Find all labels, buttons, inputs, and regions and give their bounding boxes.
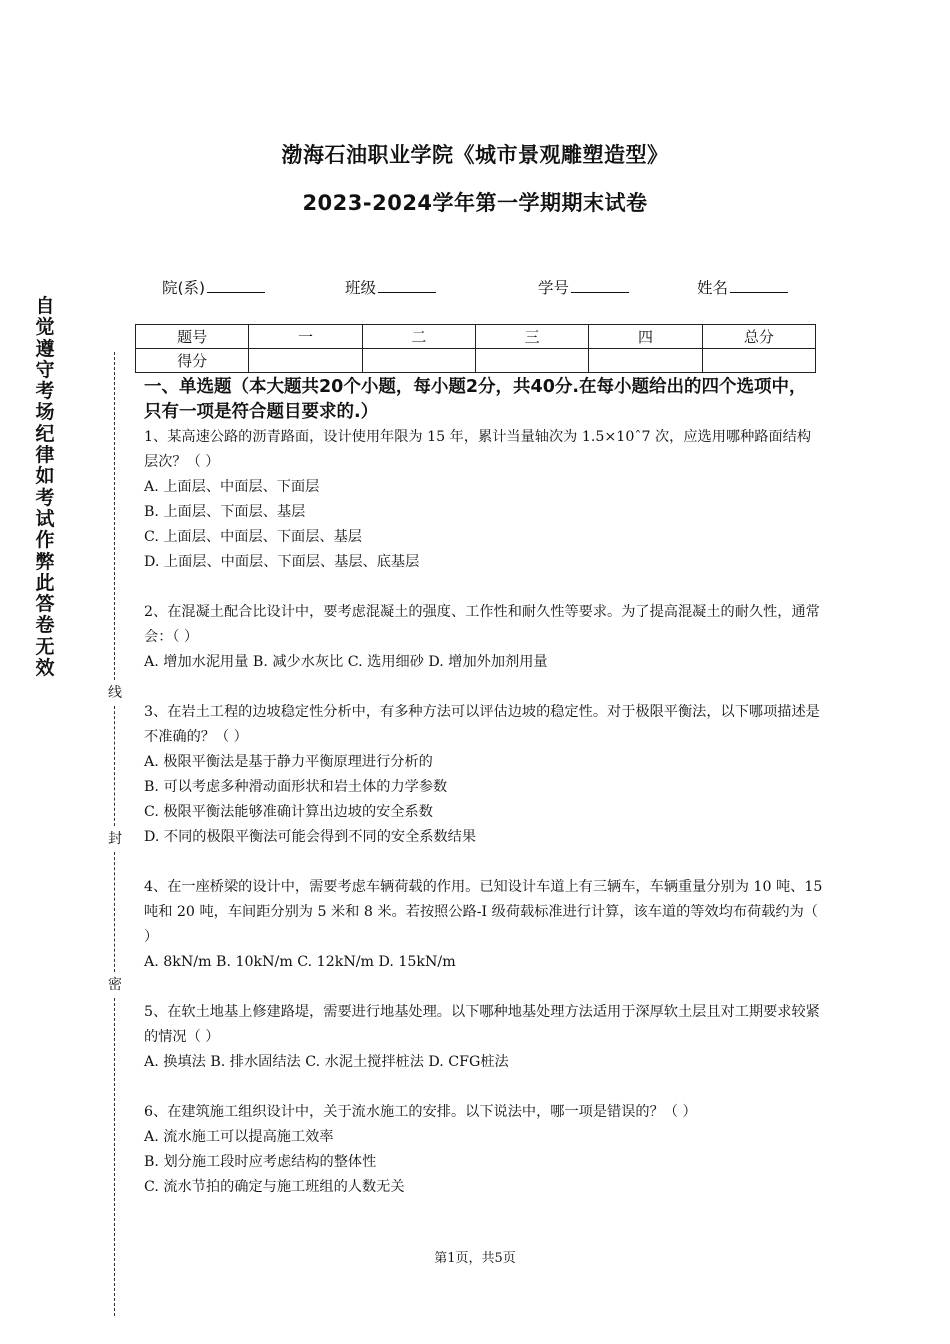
question-option: C. 上面层、中面层、下面层、基层 bbox=[144, 529, 362, 545]
question-option: A. 增加水泥用量 B. 减少水灰比 C. 选用细砂 D. 增加外加剂用量 bbox=[144, 654, 548, 670]
info-blank bbox=[378, 278, 436, 293]
score-table bbox=[135, 324, 816, 373]
info-field-department bbox=[162, 276, 265, 298]
score-cell-blank bbox=[702, 349, 815, 373]
binding-dashed-line bbox=[114, 706, 115, 826]
question-list bbox=[144, 425, 824, 1225]
info-label-class: 班级 bbox=[345, 279, 377, 297]
question-stem: 6、在建筑施工组织设计中，关于流水施工的安排。以下说法中，哪一项是错误的？（ ） bbox=[144, 1104, 697, 1120]
score-cell-blank bbox=[362, 349, 475, 373]
question-4 bbox=[144, 875, 824, 975]
score-table-cell: 总分 bbox=[702, 325, 815, 349]
question-option: D. 不同的极限平衡法可能会得到不同的安全系数结果 bbox=[144, 829, 477, 845]
question-option: B. 划分施工段时应考虑结构的整体性 bbox=[144, 1154, 377, 1170]
score-table-cell: 一 bbox=[249, 325, 362, 349]
info-label-student-id: 学号 bbox=[538, 279, 570, 297]
score-cell-blank bbox=[589, 349, 702, 373]
score-table-cell: 二 bbox=[362, 325, 475, 349]
question-3 bbox=[144, 700, 824, 850]
score-table-cell: 题号 bbox=[136, 325, 249, 349]
info-blank bbox=[571, 278, 629, 293]
question-option: A. 极限平衡法是基于静力平衡原理进行分析的 bbox=[144, 754, 433, 770]
question-5 bbox=[144, 1000, 824, 1075]
question-option: B. 上面层、下面层、基层 bbox=[144, 504, 306, 520]
section-heading: 一、单选题（本大题共20个小题，每小题2分，共40分.在每小题给出的四个选项中，只有一项是符合题目要求的.） bbox=[144, 377, 807, 422]
info-blank bbox=[207, 278, 265, 293]
question-stem: 5、在软土地基上修建路堤，需要进行地基处理。以下哪种地基处理方法适用于深厚软土层且对工期要求较紧的情况（ ） bbox=[144, 1004, 820, 1045]
seal-mark-seal: 封 bbox=[107, 828, 123, 848]
page-number: 第1页，共5页 bbox=[434, 1251, 516, 1266]
info-label-department: 院(系) bbox=[162, 279, 206, 297]
question-option: B. 可以考虑多种滑动面形状和岩土体的力学参数 bbox=[144, 779, 448, 795]
question-stem: 2、在混凝土配合比设计中，要考虑混凝土的强度、工作性和耐久性等要求。为了提高混凝土的耐久性，通常会：（ ） bbox=[144, 604, 820, 645]
exam-title-line2: 2023-2024学年第一学期期末试卷 bbox=[302, 191, 648, 215]
info-label-name: 姓名 bbox=[697, 279, 729, 297]
info-field-student-id bbox=[538, 276, 629, 298]
question-option: D. 上面层、中面层、下面层、基层、底基层 bbox=[144, 554, 420, 570]
question-option: A. 换填法 B. 排水固结法 C. 水泥土搅拌桩法 D. CFG桩法 bbox=[144, 1054, 509, 1070]
question-stem: 4、在一座桥梁的设计中，需要考虑车辆荷载的作用。已知设计车道上有三辆车，车辆重量分别为 10 吨、15 吨和 20 吨，车间距分别为 5 米和 8 米。若按照公路-I 级荷载标准进行计算，该车道的等效均布荷载约为（ ） bbox=[144, 879, 823, 945]
exam-title-line1: 渤海石油职业学院《城市景观雕塑造型》 bbox=[281, 143, 669, 167]
binding-dashed-line bbox=[114, 352, 115, 680]
question-stem: 1、某高速公路的沥青路面，设计使用年限为 15 年，累计当量轴次为 1.5×10ˆ7 次，应选用哪种路面结构层次？（ ） bbox=[144, 429, 812, 470]
question-1 bbox=[144, 425, 824, 575]
info-field-name bbox=[697, 276, 788, 298]
binding-dashed-line bbox=[114, 852, 115, 972]
info-field-class bbox=[345, 276, 436, 298]
question-option: A. 8kN/m B. 10kN/m C. 12kN/m D. 15kN/m bbox=[144, 954, 456, 970]
seal-mark-line: 线 bbox=[107, 682, 123, 702]
question-stem: 3、在岩土工程的边坡稳定性分析中，有多种方法可以评估边坡的稳定性。对于极限平衡法，以下哪项描述是不准确的？（ ） bbox=[144, 704, 820, 745]
score-table-cell: 四 bbox=[589, 325, 702, 349]
question-option: C. 极限平衡法能够准确计算出边坡的安全系数 bbox=[144, 804, 433, 820]
seal-mark-secret: 密 bbox=[107, 974, 123, 994]
score-table-score-row bbox=[136, 349, 816, 373]
score-table-cell: 三 bbox=[475, 325, 588, 349]
question-option: A. 上面层、中面层、下面层 bbox=[144, 479, 320, 495]
question-option: C. 流水节拍的确定与施工班组的人数无关 bbox=[144, 1179, 405, 1195]
question-option: A. 流水施工可以提高施工效率 bbox=[144, 1129, 334, 1145]
score-table-header-row bbox=[136, 325, 816, 349]
score-row-label: 得分 bbox=[136, 349, 249, 373]
question-2 bbox=[144, 600, 824, 675]
score-cell-blank bbox=[249, 349, 362, 373]
score-cell-blank bbox=[475, 349, 588, 373]
question-6 bbox=[144, 1100, 824, 1200]
binding-dashed-line bbox=[114, 998, 115, 1316]
exam-discipline-notice: 自觉遵守考场纪律如考试作弊此答卷无效 bbox=[35, 295, 55, 680]
info-blank bbox=[730, 278, 788, 293]
